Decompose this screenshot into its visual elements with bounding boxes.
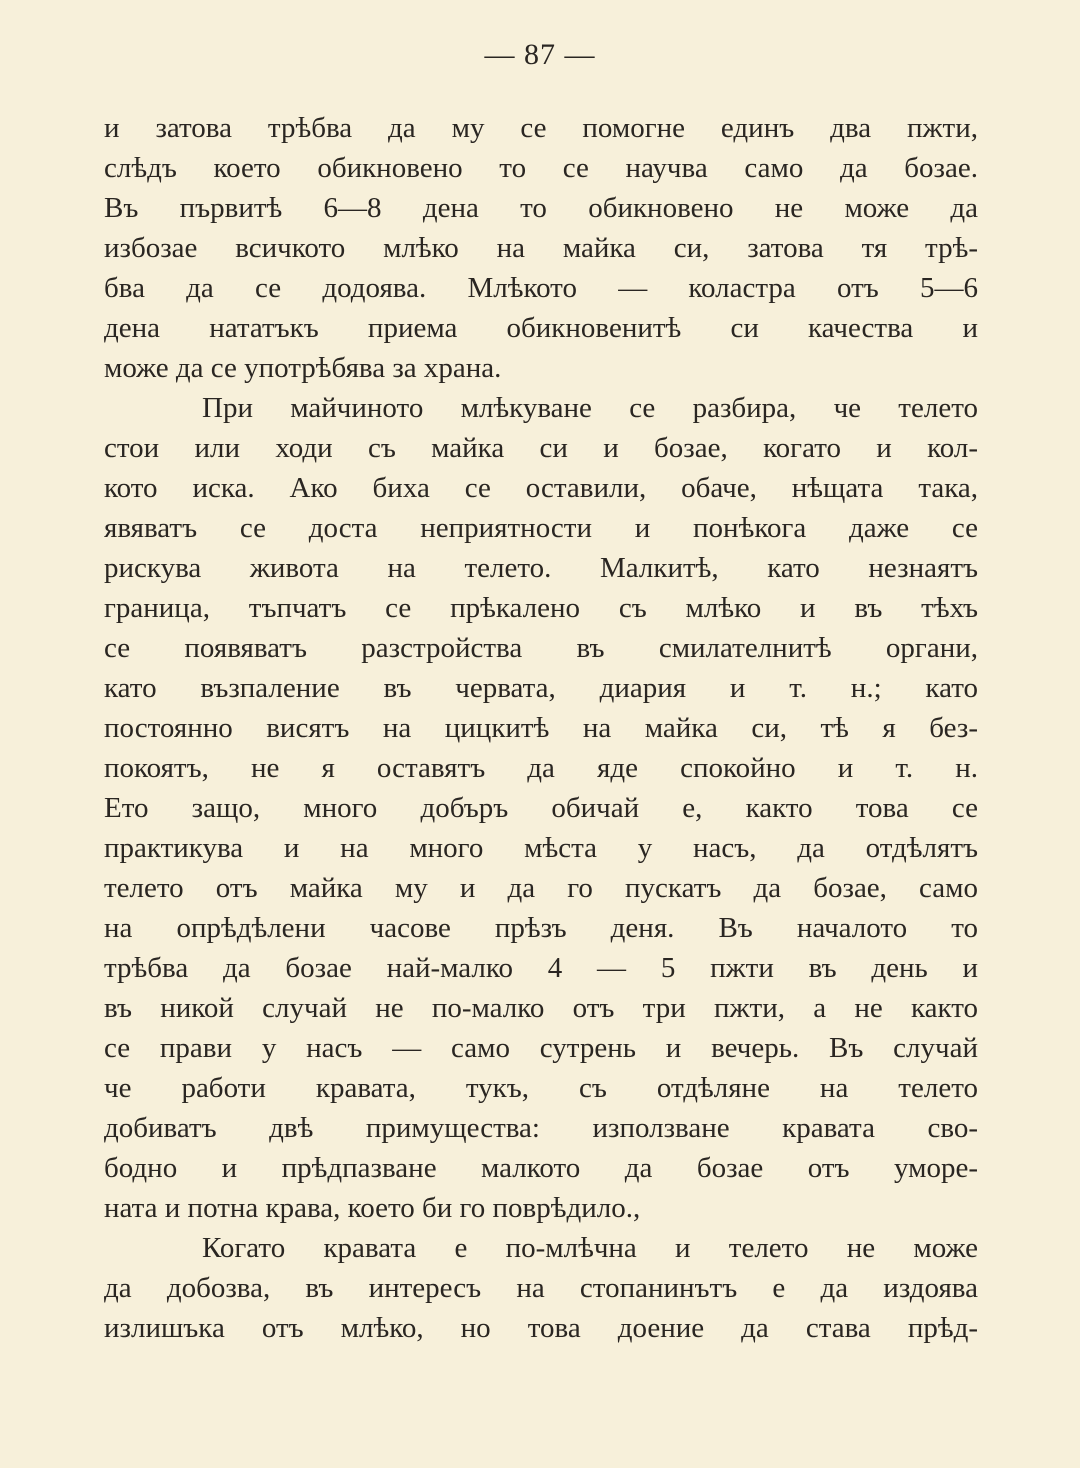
text-line: трѣбва да бозае най-малко 4 — 5 пжти въ день и [104, 952, 978, 984]
text-line: Ето защо, много добъръ обичай е, както това се [104, 792, 978, 824]
text-line: се прави у насъ — само сутрень и вечерь. Въ случай [104, 1032, 978, 1064]
text-line: кото иска. Ако биха се оставили, обаче, нѣщата така, [104, 472, 978, 504]
text-line: Въ първитѣ 6—8 дена то обикновено не може да [104, 192, 978, 224]
text-line: стои или ходи съ майка си и бозае, когато и кол- [104, 432, 978, 464]
text-line: телето отъ майка му и да го пускатъ да бозае, само [104, 872, 978, 904]
text-line: рискува живота на телето. Малкитѣ, като незнаятъ [104, 552, 978, 584]
text-line: практикува и на много мѣста у насъ, да отдѣлятъ [104, 832, 978, 864]
paragraph-2 [104, 388, 978, 1228]
text-line: че работи кравата, тукъ, съ отдѣляне на телето [104, 1072, 978, 1104]
text-line: бодно и прѣдпазване малкото да бозае отъ уморе- [104, 1152, 978, 1184]
page-number: — 87 — [484, 38, 596, 71]
text-line: излишъка отъ млѣко, но това доение да става прѣд- [104, 1312, 978, 1344]
text-line: граница, тъпчатъ се прѣкалено съ млѣко и въ тѣхъ [104, 592, 978, 624]
text-line: на опрѣдѣлени часове прѣзъ деня. Въ началото то [104, 912, 978, 944]
paragraph-3 [104, 1228, 978, 1348]
text-line: бва да се додоява. Млѣкото — коластра отъ 5—6 [104, 272, 978, 304]
text-line: избозае всичкото млѣко на майка си, затова тя трѣ- [104, 232, 978, 264]
text-line: и затова трѣбва да му се помогне единъ два пжти, [104, 112, 978, 144]
text-line: добиватъ двѣ примущества: използване кравата сво- [104, 1112, 978, 1144]
text-line: въ никой случай не по-малко отъ три пжти, а не както [104, 992, 978, 1024]
text-line: дена нататъкъ приема обикновенитѣ си качества и [104, 312, 978, 344]
text-line: явяватъ се доста неприятности и понѣкога даже се [104, 512, 978, 544]
text-line: се появяватъ разстройства въ смилателнитѣ органи, [104, 632, 978, 664]
paragraph-1 [104, 108, 978, 388]
text-line: покоятъ, не я оставятъ да яде спокойно и т. н. [104, 752, 978, 784]
text-line: ната и потна крава, което би го поврѣдило., [104, 1192, 641, 1224]
text-line: да добозва, въ интересъ на стопанинътъ е да издоява [104, 1272, 978, 1304]
body-text [104, 108, 978, 1348]
text-line: При майчиното млѣкуване се разбира, че телето [202, 392, 978, 424]
text-line: слѣдъ което обикновено то се научва само да бозае. [104, 152, 978, 184]
text-line: като възпаление въ червата, диария и т. н.; като [104, 672, 978, 704]
text-line: може да се употрѣбява за храна. [104, 352, 502, 384]
text-line: постоянно висятъ на цицкитѣ на майка си, тѣ я без- [104, 712, 978, 744]
text-line: Когато кравата е по-млѣчна и телето не може [202, 1232, 978, 1264]
